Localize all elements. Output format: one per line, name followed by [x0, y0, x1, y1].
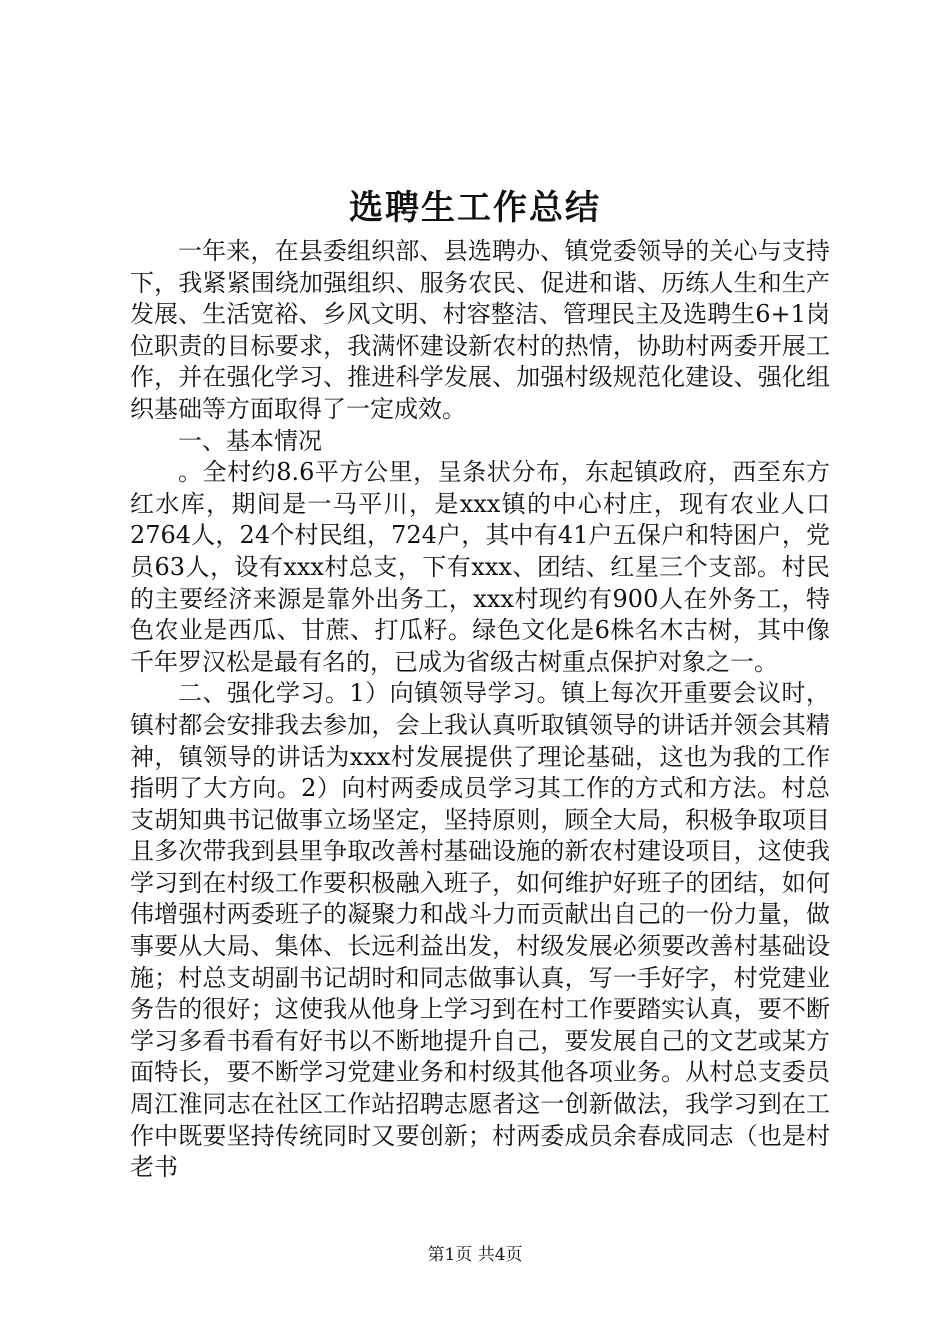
document-body [130, 236, 830, 1184]
paragraph-strengthen-study: 二、强化学习。1）向镇领导学习。镇上每次开重要会议时，镇村都会安排我去参加，会上我认真听取镇领导的讲话并领会其精神，镇领导的讲话为xxx村发展提供了理论基础，这也为我的工作指明了大方向。2）向村两委成员学习其工作的方式和方法。村总支胡知典书记做事立场坚定，坚持原则，顾全大局，积极争取项目且多次带我到县里争取改善村基础设施的新农村建设项目，这使我学习到在村级工作要积极融入班子，如何维护好班子的团结，如何伟增强村两委班子的凝聚力和战斗力而贡献出自己的一份力量，做事要从大局、集体、长远利益出发，村级发展必须要改善村基础设施；村总支胡副书记胡时和同志做事认真，写一手好字，村党建业务告的很好；这使我从他身上学习到在村工作要踏实认真，要不断学习多看书看有好书以不断地提升自己，要发展自己的文艺或某方面特长，要不断学习党建业务和村级其他各项业务。从村总支委员周江淮同志在社区工作站招聘志愿者这一创新做法，我学习到在工作中既要坚持传统同时又要创新；村两委成员余春成同志（也是村老书 [130, 679, 830, 1182]
paragraph-intro: 一年来，在县委组织部、县选聘办、镇党委领导的关心与支持下，我紧紧围绕加强组织、服务农民、促进和谐、历练人生和生产发展、生活宽裕、乡风文明、村容整洁、管理民主及选聘生6+1岗位职责的目标要求，我满怀建设新农村的热情，协助村两委开展工作，并在强化学习、推进科学发展、加强村级规范化建设、强化组织基础等方面取得了一定成效。 [130, 237, 830, 423]
section-heading-basic-info: 一、基本情况 [178, 426, 322, 455]
page-footer: 第1页 共4页 [427, 1245, 523, 1265]
paragraph-basic-info: 。全村约8.6平方公里，呈条状分布，东起镇政府，西至东方红水库，期间是一马平川，是xxx镇的中心村庄，现有农业人口2764人，24个村民组，724户，其中有41户五保户和特困户，党员63人，设有xxx村总支，下有xxx、团结、红星三个支部。村民的主要经济来源是靠外出务工，xxx村现约有900人在外务工，特色农业是西瓜、甘蔗、打瓜籽。绿色文化是6株名木古树，其中像千年罗汉松是最有名的，已成为省级古树重点保护对象之一。 [130, 458, 830, 676]
document-title: 选聘生工作总结 [349, 188, 601, 228]
